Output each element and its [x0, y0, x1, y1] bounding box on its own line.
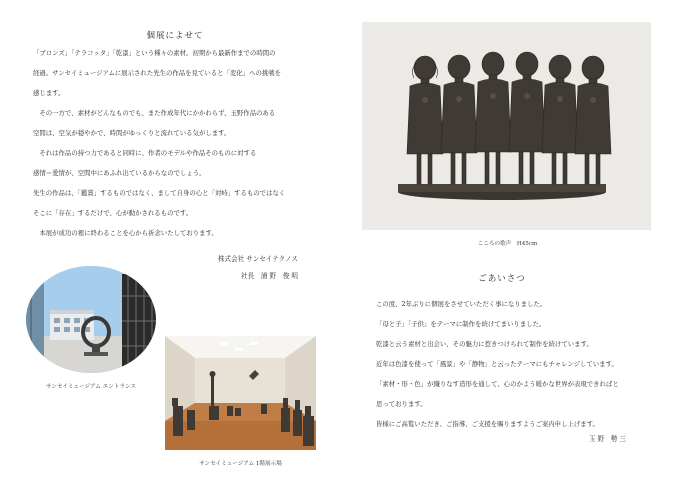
left-paragraph-1: 「ブロンズ」「テラコッタ」「乾漆」という種々の素材。初期から最新作までの時間の: [33, 49, 276, 57]
sculpture-caption: こころの歌声 H45cm: [477, 241, 538, 247]
right-paragraph-7: 皆様にご高覧いただき、ご指導、ご支援を賜りますようご案内申し上げます。: [376, 420, 599, 428]
artist-signature: 玉 野 勢 三: [588, 435, 626, 443]
left-paragraph-2: 経過。サンセイミュージアムに展示された先生の作品を見ていると「変化」への挑戦を: [33, 69, 282, 77]
right-paragraph-4: 近年は色漆を使って「風景」や「静物」と云ったテーマにもチャレンジしています。: [376, 360, 618, 368]
gallery-photo: [165, 336, 316, 450]
right-paragraph-5: 「素材・形・色」が織りなす造形を通して、心のかよう暖かな世界が表現できればと: [376, 380, 619, 388]
president-name: 社長 浦 野 俊 明: [241, 272, 298, 280]
right-paragraph-6: 思っております。: [376, 400, 427, 408]
gallery-caption: サンセイミュージアム 1階展示場: [199, 461, 282, 467]
left-paragraph-10: 本展が成功の裡に終わることを心から祈念いたしております。: [33, 229, 218, 237]
sculpture-photo: [362, 22, 651, 230]
entrance-photo: [26, 266, 156, 373]
company-name: 株式会社 サンセイテクノス: [217, 255, 298, 263]
left-paragraph-8: 先生の作品は、「鑑賞」するものではなく、まして自身の心と「対峙」するものではなく: [33, 189, 286, 197]
left-paragraph-9: そこに「存在」するだけで、心が動かされるものです。: [33, 209, 193, 217]
left-paragraph-4: その一方で、素材がどんなものでも、また作成年代にかかわらず、玉野作品のある: [33, 109, 276, 117]
right-paragraph-1: この度、2年ぶりに個展をさせていただく事になりました。: [376, 300, 547, 308]
right-body-text: [376, 294, 619, 434]
right-paragraph-3: 乾漆と云う素材と出会い、その魅力に惹きつけられて制作を続けています。: [376, 340, 593, 348]
left-paragraph-7: 感情＝愛情が、空間中にあふれ出ているからなのでしょう。: [33, 169, 206, 177]
greeting-title-right: ごあいさつ: [478, 274, 526, 284]
right-paragraph-2: 「母と子」「子供」をテーマに制作を続けてまいりました。: [376, 320, 546, 328]
greeting-title-left: 個展によせて: [146, 31, 204, 41]
left-body-text: [33, 43, 285, 243]
left-paragraph-5: 空間は、空気が穏やかで、時間がゆっくりと流れている気がします。: [33, 129, 231, 137]
left-paragraph-3: 感じます。: [33, 89, 65, 97]
left-paragraph-6: それは作品の持つ力であると同時に、作者のモデルや作品そのものに対する: [33, 149, 257, 157]
entrance-caption: サンセイミュージアム エントランス: [45, 384, 137, 390]
sponsor-signature: [150, 251, 298, 285]
